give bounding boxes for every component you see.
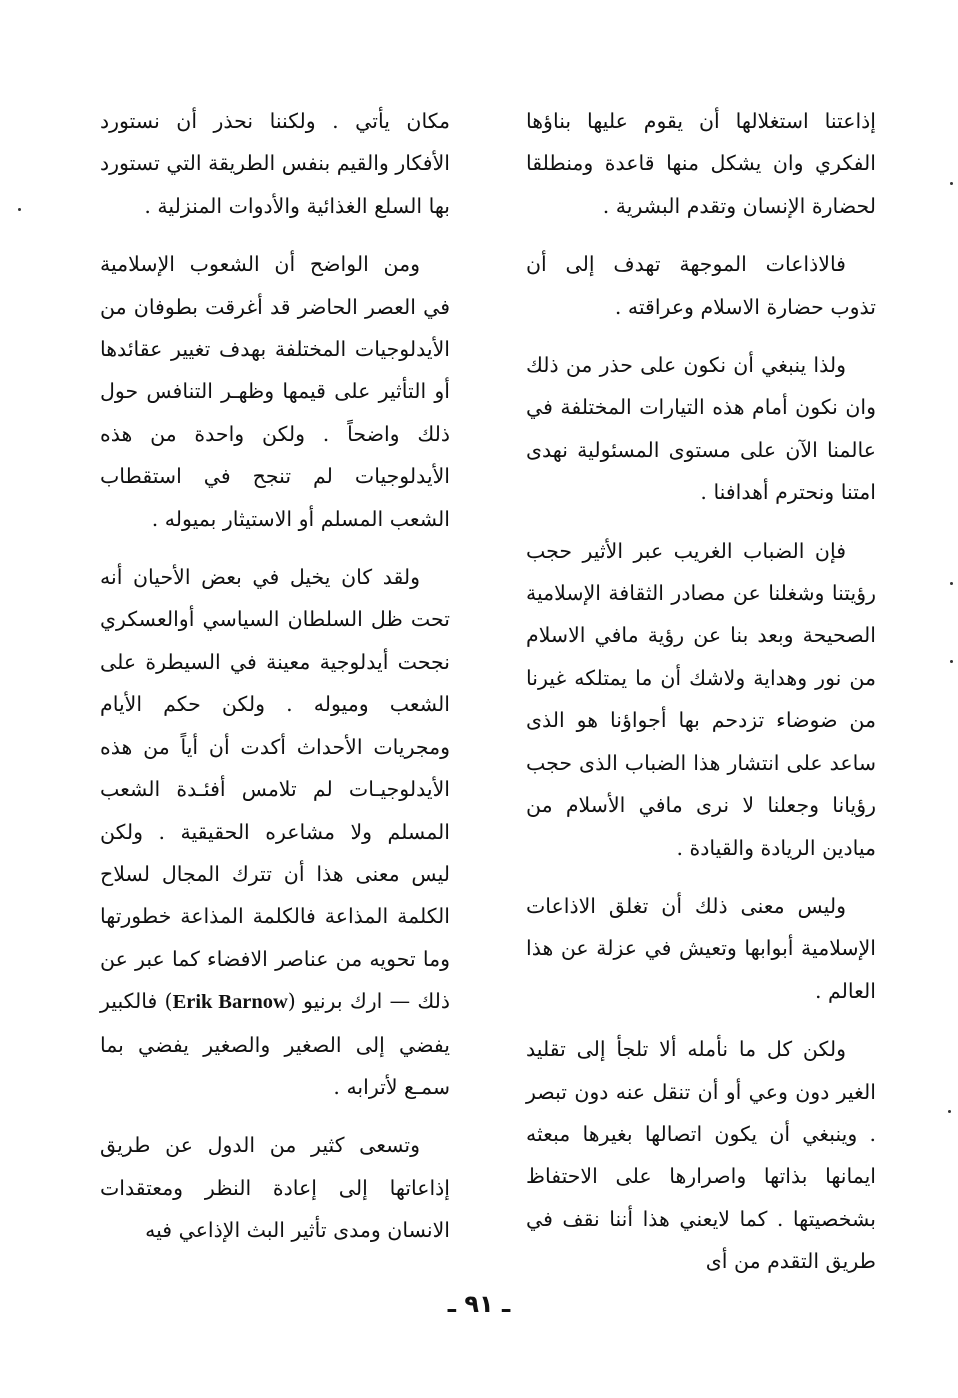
paragraph-text: ولقد كان يخيل في بعض الأحيان أنه تحت ظل السلطان السياسي أوالعسكري نجحت أيدلوجية معينة في السيطرة على الشعب وميوله . ولكن حكم الأيام ومجريات الأحداث أكدت أن أياً من هذه الأيدلوجيـات لم تلامس أفئـدة الشعب المسلم ولا مشاعره الحقيقية . ولكن ليس معنى هذا أن تترك المجال لسلاح الكلمة المذاعة فالكلمة المذاعة خطورتها وما تحويه من عناصر الافضاء كما عبر عن ذلك — ارك برنيو (: [100, 565, 450, 1014]
latin-name: Erik Barnow: [172, 991, 288, 1014]
page-number: ـ ٩١ ـ: [447, 1290, 511, 1318]
paragraph: وتسعى كثير من الدول عن طريق إذاعاتها إلى إعادة النظر ومعتقدات الانسان ومدى تأثير البث الإذاعي فيه: [100, 1133, 450, 1243]
scan-mark: [18, 208, 21, 211]
paragraph-with-citation: [100, 556, 450, 1108]
paragraph: ومن الواضح أن الشعوب الإسلامية في العصر الحاضر قد أغرقت بطوفان من الأيدلوجيات المختلفة بهدف تغيير عقائدها أو التأثير على قيمها وظهـر التنافس حول ذلك واضحاً . ولكن واحدة من هذه الأيدلوجيات لم تنجح في استقطاب الشعب المسلم أو الاستيثار بميوله .: [100, 252, 450, 531]
scan-mark: [950, 582, 953, 585]
paragraph: وليس معنى ذلك أن تغلق الاذاعات الإسلامية أبوابها وتعيش في عزلة عن هذا العالم .: [526, 893, 876, 1003]
left-column: [100, 100, 450, 1252]
paragraph: ولكن كل ما نأمله ألا تلجأ إلى تقليد الغير دون وعي أو أن تنقل عنه دون تبصر . وينبغي أن يكون اتصالها بغيرها مبعثه ايمانها بذاتها واصرارها على الاحتفاظ بشخصيتها . كما لايعني هذا أننا نقف في طريق التقدم من أى: [526, 1037, 876, 1274]
paragraph: إذاعتنا استغلالها أن يقوم عليها بناؤها الفكري وان يشكل منها قاعدة ومنطلقا لحضارة الإنسان وتقدم البشرية .: [526, 109, 876, 218]
right-column: [526, 100, 876, 1283]
scan-mark: [950, 182, 953, 185]
paragraph: فالاذاعات الموجهة تهدف إلى أن تذوب حضارة الاسلام وعراقته .: [526, 252, 876, 319]
scan-mark: [950, 660, 953, 663]
paragraph: ولذا ينبغي أن نكون على حذر من ذلك وان نكون أمام هذه التيارات المختلفة في عالمنا الآن على مستوى المسئولية نهدى امتنا ونحترم أهدافنا .: [526, 353, 876, 505]
paragraph: مكان يأتي . ولكننا نحذر أن نستورد الأفكار والقيم بنفس الطريقة التي تستورد بها السلع الغذائية والأدوات المنزلية .: [100, 109, 450, 218]
scan-mark: [948, 1110, 951, 1113]
paragraph-text: ) فالكبير يفضي إلى الصغير والصغير يفضي بما سمـع لأترابه .: [100, 989, 450, 1099]
paragraph: فإن الضباب الغريب عبر الأثير حجب رؤيتنا وشغلنا عن مصادر الثقافة الإسلامية الصحيحة وبعد بنا عن رؤية مافي الاسلام من نور وهداية ولاشك أن ما يمتلكه غيرنا من ضوضاء تزدحم بها أجواؤنا هو الذى ساعد على انتشار هذا الضباب الذى حجب رؤيانا وجعلنا لا نرى مافي الأسلام من ميادين الريادة والقيادة .: [526, 538, 876, 860]
